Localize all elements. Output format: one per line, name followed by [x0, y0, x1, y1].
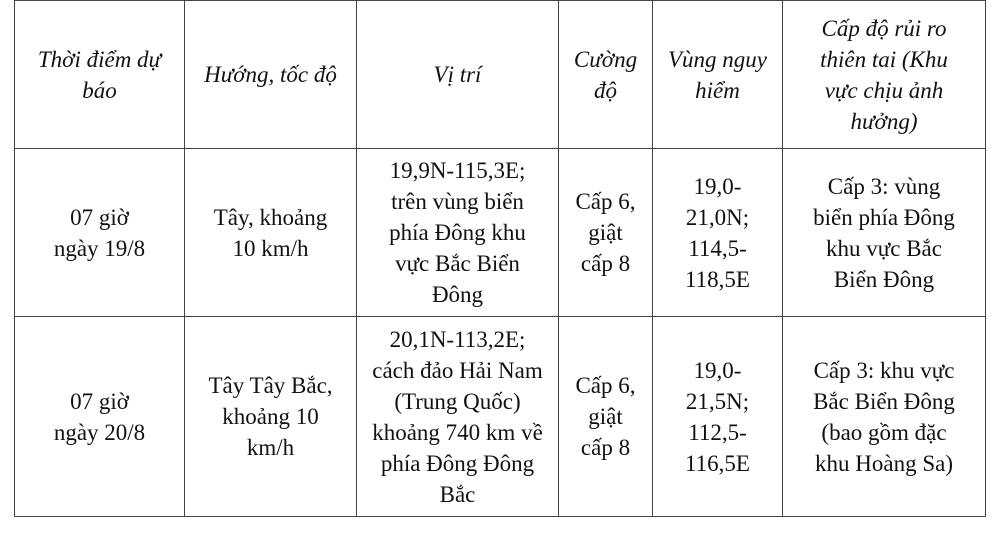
cell-intensity: Cấp 6, giật cấp 8	[559, 149, 653, 317]
table-row	[15, 317, 986, 517]
header-risk-level: Cấp độ rủi ro thiên tai (Khu vực chịu ảnh hưởng)	[783, 1, 986, 149]
cell-direction: Tây Tây Bắc, khoảng 10 km/h	[185, 317, 357, 517]
header-direction-speed: Hướng, tốc độ	[185, 1, 357, 149]
header-position: Vị trí	[357, 1, 559, 149]
header-intensity: Cường độ	[559, 1, 653, 149]
cell-risk-level: Cấp 3: vùng biển phía Đông khu vực Bắc Biển Đông	[783, 149, 986, 317]
cell-time: 07 giờ ngày 19/8	[15, 149, 185, 317]
cell-time: 07 giờ ngày 20/8	[15, 317, 185, 517]
cell-position: 19,9N-115,3E; trên vùng biển phía Đông khu vực Bắc Biển Đông	[357, 149, 559, 317]
cell-danger-zone: 19,0- 21,5N; 112,5- 116,5E	[653, 317, 783, 517]
table-row	[15, 149, 986, 317]
cell-intensity: Cấp 6, giật cấp 8	[559, 317, 653, 517]
header-forecast-time: Thời điểm dự báo	[15, 1, 185, 149]
cell-risk-level: Cấp 3: khu vực Bắc Biển Đông (bao gồm đặc khu Hoàng Sa)	[783, 317, 986, 517]
cell-position: 20,1N-113,2E; cách đảo Hải Nam (Trung Quốc) khoảng 740 km về phía Đông Đông Bắc	[357, 317, 559, 517]
cell-danger-zone: 19,0- 21,0N; 114,5- 118,5E	[653, 149, 783, 317]
table-header-row	[15, 1, 986, 149]
header-danger-zone: Vùng nguy hiểm	[653, 1, 783, 149]
forecast-table	[14, 0, 986, 517]
cell-direction: Tây, khoảng 10 km/h	[185, 149, 357, 317]
